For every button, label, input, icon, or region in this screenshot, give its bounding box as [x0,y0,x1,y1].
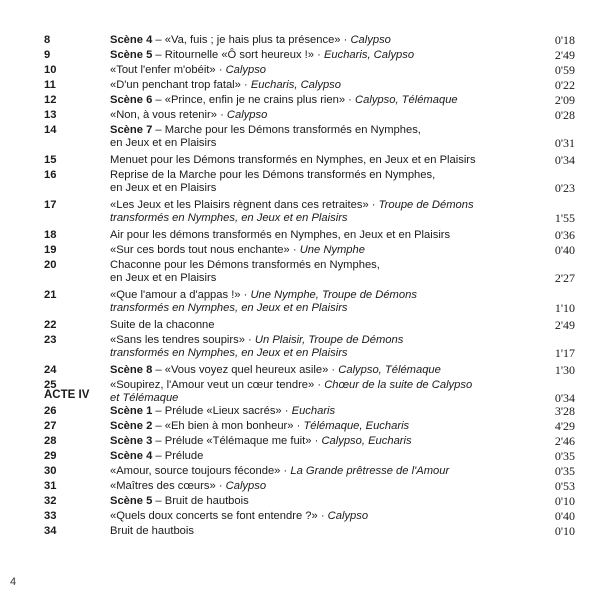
track-title-continuation [110,137,540,150]
performers: transformés en Nymphes, en Jeux et en Plaisirs [110,347,348,359]
performers: Une Nymphe [299,244,365,256]
track-number: 8 [44,34,51,46]
performers: Calypso [226,109,268,121]
scene-label: Scène 6 [110,94,153,106]
track-number: 33 [44,510,57,522]
track-text: – Prélude «Télémaque me fuit» · [152,435,322,447]
track-title [110,319,540,332]
track-text: «Soupirez, l'Amour veut un cœur tendre» · [110,379,325,391]
track-title [110,480,540,493]
track-title-continuation [110,347,540,360]
track-duration: 1'17 [554,346,575,360]
track-duration: 0'10 [554,524,575,538]
track-text: – «Prince, enfin je ne crains plus rien» · [152,94,356,106]
track-duration: 0'31 [554,136,575,150]
track-title [110,244,540,257]
track-number: 21 [44,289,57,301]
scene-label: Scène 7 [110,124,153,136]
track-title [110,510,540,523]
track-duration: 1'30 [554,363,575,377]
track-text: – Marche pour les Démons transformés en Nymphes, [152,124,421,136]
track-number: 12 [44,94,57,106]
track-text: «Amour, source toujours féconde» · [110,465,291,477]
track-title [110,420,540,433]
track-title [110,435,540,448]
track-number: 22 [44,319,57,331]
scene-label: Scène 8 [110,364,153,376]
track-duration: 0'36 [554,228,575,242]
performers: Une Nymphe, Troupe de Démons [250,289,417,301]
track-duration: 0'18 [554,33,575,47]
scene-label: Scène 2 [110,420,153,432]
track-number: 31 [44,480,57,492]
scene-label: Scène 1 [110,405,153,417]
track-duration: 0'34 [554,391,575,405]
track-duration: 4'29 [554,419,575,433]
track-text: Chaconne pour les Démons transformés en Nymphes, [110,259,380,271]
performers: La Grande prêtresse de l'Amour [290,465,450,477]
track-text: Air pour les démons transformés en Nymphes, en Jeux et en Plaisirs [110,229,451,241]
track-number: 28 [44,435,57,447]
track-duration: 0'59 [554,63,575,77]
track-title [110,109,540,122]
track-title [110,379,540,392]
performers: Calypso [225,480,267,492]
performers: Calypso [327,510,369,522]
track-number: 26 [44,405,57,417]
track-text: «Maîtres des cœurs» · [110,480,226,492]
track-text: – Ritournelle «Ô sort heureux !» · [152,49,324,61]
track-text: «Tout l'enfer m'obéit» · [110,64,226,76]
track-title-continuation [110,302,540,315]
performers: Calypso, Télémaque [338,364,441,376]
track-title [110,405,540,418]
track-number: 15 [44,154,57,166]
track-title [110,154,540,167]
track-duration: 1'10 [554,301,575,315]
performers: Calypso [225,64,267,76]
track-text: «Les Jeux et les Plaisirs règnent dans ces retraites» · [110,199,379,211]
track-text: – «Va, fuis ; je hais plus ta présence» · [152,34,351,46]
track-title [110,34,540,47]
track-text: «Sur ces bords tout nous enchante» · [110,244,300,256]
performers: Télémaque, Eucharis [303,420,410,432]
track-text: – Prélude «Lieux sacrés» · [152,405,292,417]
performers: Calypso [350,34,391,46]
track-text: en Jeux et en Plaisirs [110,137,217,149]
track-duration: 0'10 [554,494,575,508]
track-number: 24 [44,364,57,376]
track-duration: 2'49 [554,318,575,332]
track-duration: 0'28 [554,108,575,122]
track-title [110,199,540,212]
track-title-continuation [110,272,540,285]
track-duration: 2'46 [554,434,575,448]
track-duration: 2'09 [554,93,575,107]
scene-label: Scène 4 [110,34,153,46]
track-text: – Prélude [152,450,204,462]
performers: Calypso, Eucharis [321,435,412,447]
track-text: Bruit de hautbois [110,525,194,537]
track-text: «D'un penchant trop fatal» · [110,79,251,91]
track-title [110,364,540,377]
track-duration: 0'35 [554,449,575,463]
track-text: «Quels doux concerts se font entendre ?» · [110,510,328,522]
track-duration: 0'23 [554,181,575,195]
performers: Chœur de la suite de Calypso [324,379,473,391]
scene-label: Scène 5 [110,49,153,61]
track-number: 10 [44,64,57,76]
track-text: en Jeux et en Plaisirs [110,182,217,194]
scene-label: Scène 4 [110,450,153,462]
track-number: 16 [44,169,57,181]
track-text: en Jeux et en Plaisirs [110,272,217,284]
track-number: 9 [44,49,51,61]
track-title [110,49,540,62]
performers: Eucharis, Calypso [323,49,415,61]
track-text: – Bruit de hautbois [152,495,249,507]
track-text: – «Eh bien à mon bonheur» · [152,420,304,432]
performers: Eucharis, Calypso [250,79,341,91]
track-number: 23 [44,334,57,346]
track-title [110,259,540,272]
track-title [110,229,540,242]
performers: Eucharis [291,405,336,417]
performers: transformés en Nymphes, en Jeux et en Plaisirs [110,302,348,314]
track-title [110,289,540,302]
track-text: «Sans les tendres soupirs» · [110,334,255,346]
performers: Calypso, Télémaque [355,94,458,106]
track-number: 25 [44,379,57,391]
track-title [110,169,540,182]
track-title [110,64,540,77]
track-title-continuation [110,182,540,195]
track-duration: 0'35 [554,464,575,478]
track-number: 30 [44,465,57,477]
track-text: «Non, à vous retenir» · [110,109,227,121]
act-heading: ACTE IV [44,389,90,401]
track-text: Suite de la chaconne [110,319,215,331]
track-text: «Que l'amour a d'appas !» · [110,289,251,301]
performers: transformés en Nymphes, en Jeux et en Plaisirs [110,212,348,224]
track-duration: 2'49 [554,48,575,62]
page-number: 4 [10,576,17,588]
track-title [110,124,540,137]
track-title [110,79,540,92]
track-duration: 0'40 [554,243,575,257]
performers: et Télémaque [110,392,179,404]
track-duration: 0'53 [554,479,575,493]
track-title [110,465,540,478]
track-number: 34 [44,525,57,537]
performers: Troupe de Démons [378,199,474,211]
track-duration: 3'28 [554,404,575,418]
track-number: 27 [44,420,57,432]
track-duration: 1'55 [554,211,575,225]
track-number: 11 [44,79,56,91]
track-title [110,94,540,107]
track-number: 32 [44,495,57,507]
track-number: 18 [44,229,57,241]
track-text: Menuet pour les Démons transformés en Nymphes, en Jeux et en Plaisirs [110,154,476,166]
performers: Un Plaisir, Troupe de Démons [254,334,404,346]
track-duration: 2'27 [554,271,575,285]
track-title-continuation [110,212,540,225]
track-title [110,525,540,538]
track-duration: 0'40 [554,509,575,523]
track-number: 29 [44,450,57,462]
track-title [110,334,540,347]
scene-label: Scène 5 [110,495,153,507]
track-title [110,450,540,463]
track-title [110,495,540,508]
track-number: 20 [44,259,57,271]
track-number: 14 [44,124,57,136]
track-number: 13 [44,109,57,121]
track-text: – «Vous voyez quel heureux asile» · [152,364,339,376]
scene-label: Scène 3 [110,435,153,447]
track-text: Reprise de la Marche pour les Démons transformés en Nymphes, [110,169,436,181]
track-duration: 0'34 [554,153,575,167]
track-number: 19 [44,244,57,256]
track-title-continuation [110,392,540,405]
track-duration: 0'22 [554,78,575,92]
track-number: 17 [44,199,57,211]
